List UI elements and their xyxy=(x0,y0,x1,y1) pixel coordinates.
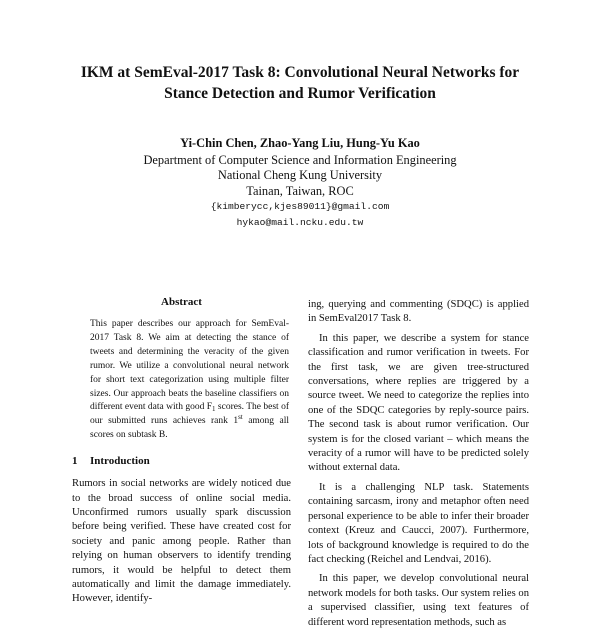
f-score-subscript: 1 xyxy=(212,405,216,414)
intro-paragraph-2: In this paper, we describe a system for stance classification and rumor verification in tweets. For the first task, we are given tree-structured conversations, where replies are triggered by a source tweet. We need to categorize the replies into one of the SDQC categories by reply-source pairs. The second task is about rumor verification. Our system is for the closed variant – which means the veracity of a rumor will have to be predicted solely without external data. xyxy=(308,332,529,474)
section-number: 1 xyxy=(72,455,78,468)
email-gmail: {kimberycc,kjes89011}@gmail.com xyxy=(210,201,390,212)
left-column xyxy=(72,296,291,607)
section-title: Introduction xyxy=(90,455,150,468)
intro-paragraph-4: In this paper, we develop convolutional neural network models for both tasks. Our system relies on a supervised classifier, using text features of different word representation methods, such as xyxy=(308,573,529,628)
email-ncku: hykao@mail.ncku.edu.tw xyxy=(236,217,364,228)
abstract-text-part1: This paper describes our approach for SemEval-2017 Task 8. We aim at detecting the stance of tweets and determining the veracity of the given rumor. We utilize a convolutional neural network for short text categorization using multiple filter sizes. Our approach beats the baseline classifiers on different event data with good F xyxy=(90,319,289,413)
right-column xyxy=(308,298,529,630)
abstract-text-part3: among all scores on subtask B. xyxy=(90,416,289,441)
intro-paragraph-3: It is a challenging NLP task. Statements containing sarcasm, irony and metaphor often need personal experience to be able to infer their broader context (Kreuz and Caucci, 2007). Furthermore, lots of background knowledge is required to do the fact checking (Reichel and Lendvai, 2016). xyxy=(308,481,529,565)
abstract-heading: Abstract xyxy=(161,296,202,308)
title-line-1: IKM at SemEval-2017 Task 8: Convolutional Neural Networks for xyxy=(80,64,520,81)
intro-paragraph-continued: ing, querying and commenting (SDQC) is applied in SemEval2017 Task 8. xyxy=(308,299,529,325)
author-block xyxy=(60,136,540,231)
author-names: Yi-Chin Chen, Zhao-Yang Liu, Hung-Yu Kao xyxy=(180,136,420,150)
abstract-body xyxy=(72,318,291,443)
paper-title xyxy=(40,62,560,104)
rank-superscript: st xyxy=(238,413,243,422)
title-line-2: Stance Detection and Rumor Verification xyxy=(164,85,436,102)
introduction-heading xyxy=(72,455,291,468)
affiliation-location: Tainan, Taiwan, ROC xyxy=(246,183,354,198)
affiliation-university: National Cheng Kung University xyxy=(217,168,383,182)
affiliation-department: Department of Computer Science and Information Engineering xyxy=(143,152,457,167)
abstract-text-part2: scores. The best of our submitted runs achieves rank 1 xyxy=(90,402,289,427)
intro-paragraph-1: Rumors in social networks are widely noticed due to the broad success of online social media. Unconfirmed rumors usually spark discussion before being verified. These have created cost for society and panic among people. Rather than relying on human observers to identify trending rumors, it would be helpful to detect them automatically and limit the damage immediately. However, identify- xyxy=(72,478,291,605)
